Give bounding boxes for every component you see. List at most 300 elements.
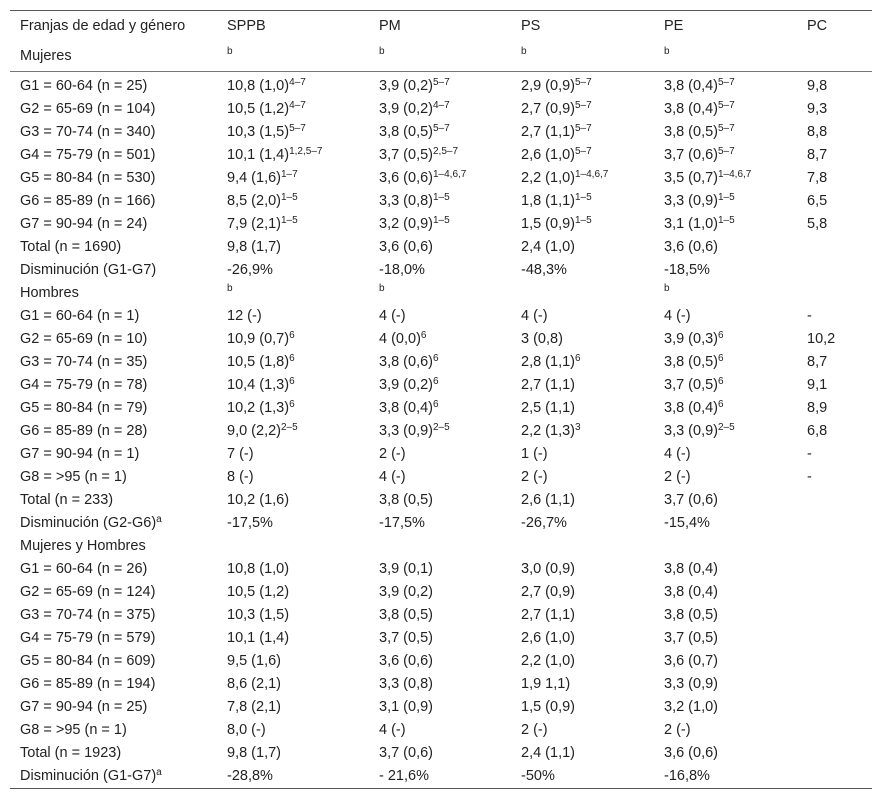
cell-value: 2,7 (1,1) [521, 124, 575, 140]
data-cell [654, 512, 797, 535]
cell-value: 1,8 (1,1) [521, 193, 575, 209]
row-label: G3 = 70-74 (n = 375) [20, 607, 156, 623]
data-cell [217, 305, 369, 328]
row-label-footnote: a [156, 767, 162, 778]
cell-value: 4 (0,0) [379, 331, 421, 347]
cell-significance: 5–7 [575, 146, 592, 157]
row-label-cell [10, 213, 217, 236]
data-cell [654, 72, 797, 99]
cell-value: 3,8 (0,4) [664, 101, 718, 117]
cell-significance: 5–7 [575, 123, 592, 134]
data-cell [369, 443, 511, 466]
cell-value: 3,8 (0,6) [379, 354, 433, 370]
cell-value: 3,9 (0,2) [379, 78, 433, 94]
row-label: G5 = 80-84 (n = 609) [20, 653, 156, 669]
significance-mark [217, 535, 369, 558]
cell-value: 7,9 (2,1) [227, 216, 281, 232]
row-label: Disminución (G1-G7) [20, 768, 157, 784]
cell-value: 3,7 (0,5) [664, 377, 718, 393]
row-label: G4 = 75-79 (n = 501) [20, 147, 156, 163]
cell-value: - 21,6% [379, 768, 429, 784]
cell-value: 2 (-) [521, 722, 548, 738]
cell-significance: 5–7 [575, 77, 592, 88]
table-row [10, 650, 872, 673]
table-row [10, 443, 872, 466]
data-cell [797, 167, 872, 190]
row-label-cell [10, 72, 217, 99]
data-cell [511, 213, 654, 236]
data-cell [369, 604, 511, 627]
data-cell [511, 190, 654, 213]
cell-value: - [807, 469, 812, 485]
table-row [10, 167, 872, 190]
cell-value: 3,9 (0,2) [379, 584, 433, 600]
row-label: G5 = 80-84 (n = 79) [20, 400, 148, 416]
data-cell [511, 420, 654, 443]
header-pc: PC [807, 18, 828, 34]
cell-value: 10,2 (1,3) [227, 400, 290, 416]
data-cell [797, 466, 872, 489]
cell-value: 2 (-) [521, 469, 548, 485]
cell-value: -17,5% [379, 515, 425, 531]
cell-value: 10,2 (1,6) [227, 492, 290, 508]
data-cell [797, 719, 872, 742]
cell-value: 9,5 (1,6) [227, 653, 281, 669]
table-row [10, 765, 872, 789]
cell-value: 1,5 (0,9) [521, 699, 575, 715]
cell-value: 8 (-) [227, 469, 254, 485]
row-label: Disminución (G2-G6) [20, 515, 157, 531]
cell-value: 10,2 [807, 331, 836, 347]
data-cell [797, 259, 872, 282]
cell-value: 9,8 (1,7) [227, 239, 281, 255]
data-cell [654, 397, 797, 420]
cell-significance: 1–5 [575, 192, 592, 203]
data-cell [217, 351, 369, 374]
data-cell [369, 144, 511, 167]
data-cell [511, 144, 654, 167]
data-cell [511, 259, 654, 282]
cell-significance: 1–5 [575, 215, 592, 226]
data-cell [217, 420, 369, 443]
row-label: G7 = 90-94 (n = 1) [20, 446, 140, 462]
data-cell [797, 190, 872, 213]
table-row [10, 213, 872, 236]
data-cell [369, 765, 511, 789]
data-cell [654, 213, 797, 236]
row-label-cell [10, 259, 217, 282]
cell-value: 9,8 (1,7) [227, 745, 281, 761]
cell-value: 1 (-) [521, 446, 548, 462]
significance-mark [654, 535, 797, 558]
table-row [10, 742, 872, 765]
data-cell [654, 627, 797, 650]
significance-mark [369, 282, 511, 305]
cell-value: 3,3 (0,9) [664, 423, 718, 439]
cell-value: 2,6 (1,1) [521, 492, 575, 508]
data-cell [217, 719, 369, 742]
data-cell [511, 765, 654, 789]
row-label: Disminución (G1-G7) [20, 262, 157, 278]
cell-significance: 6 [718, 376, 724, 387]
data-cell [369, 305, 511, 328]
table-row [10, 72, 872, 99]
row-label-cell [10, 98, 217, 121]
cell-value: 9,0 (2,2) [227, 423, 281, 439]
cell-value: 8,7 [807, 147, 828, 163]
row-label-cell [10, 719, 217, 742]
cell-value: 2 (-) [664, 469, 691, 485]
data-cell [217, 213, 369, 236]
row-label-cell [10, 167, 217, 190]
data-cell [654, 719, 797, 742]
data-cell [654, 259, 797, 282]
cell-value: 10,4 (1,3) [227, 377, 290, 393]
data-cell [217, 650, 369, 673]
row-label: G2 = 65-69 (n = 104) [20, 101, 156, 117]
data-cell [369, 328, 511, 351]
cell-value: 3,9 (0,2) [379, 377, 433, 393]
significance-mark [217, 282, 369, 305]
data-cell [654, 765, 797, 789]
cell-value: 2 (-) [379, 446, 406, 462]
data-cell [654, 328, 797, 351]
table-row [10, 489, 872, 512]
data-cell [217, 236, 369, 259]
table-row [10, 558, 872, 581]
table-row [10, 627, 872, 650]
cell-value: 9,8 [807, 78, 828, 94]
cell-value: 3,5 (0,7) [664, 170, 718, 186]
data-cell [797, 443, 872, 466]
cell-significance: 5–7 [433, 77, 450, 88]
cell-significance: 6 [289, 376, 295, 387]
section-label: Mujeres [20, 48, 72, 64]
data-cell [217, 466, 369, 489]
cell-value: 3,1 (1,0) [664, 216, 718, 232]
cell-significance: 1–5 [718, 192, 735, 203]
cell-value: 3,8 (0,5) [664, 354, 718, 370]
data-cell [654, 673, 797, 696]
cell-value: 3,2 (1,0) [664, 699, 718, 715]
cell-value: 3,3 (0,8) [379, 193, 433, 209]
data-cell [654, 466, 797, 489]
significance-mark: b [379, 46, 385, 57]
row-label: G1 = 60-64 (n = 25) [20, 78, 148, 94]
cell-value: 7,8 (2,1) [227, 699, 281, 715]
data-cell [797, 765, 872, 789]
row-label-cell [10, 742, 217, 765]
data-cell [369, 236, 511, 259]
cell-value: 3,8 (0,5) [379, 124, 433, 140]
data-cell [217, 765, 369, 789]
data-cell [511, 236, 654, 259]
cell-value: 3,8 (0,4) [379, 400, 433, 416]
data-cell [369, 190, 511, 213]
data-cell [369, 259, 511, 282]
cell-significance: 1–5 [281, 215, 298, 226]
data-cell [511, 558, 654, 581]
cell-value: 7 (-) [227, 446, 254, 462]
data-cell [797, 144, 872, 167]
data-cell [797, 397, 872, 420]
data-cell [511, 604, 654, 627]
cell-value: 3,7 (0,6) [664, 147, 718, 163]
cell-significance: 5–7 [575, 100, 592, 111]
table-row [10, 259, 872, 282]
cell-value: 10,8 (1,0) [227, 78, 290, 94]
cell-significance: 1–4,6,7 [433, 169, 467, 180]
data-cell [511, 512, 654, 535]
cell-significance: 1–4,6,7 [718, 169, 752, 180]
cell-value: -50% [521, 768, 555, 784]
data-cell [217, 581, 369, 604]
data-cell [511, 489, 654, 512]
cell-value: 3,8 (0,5) [379, 607, 433, 623]
data-cell [369, 213, 511, 236]
row-label-footnote: a [156, 514, 162, 525]
cell-significance: 2,5–7 [433, 146, 459, 157]
row-label: G6 = 85-89 (n = 28) [20, 423, 148, 439]
row-label-cell [10, 190, 217, 213]
cell-value: 3,3 (0,8) [379, 676, 433, 692]
cell-value: 10,1 (1,4) [227, 630, 290, 646]
cell-value: -18,0% [379, 262, 425, 278]
section-row [10, 282, 872, 305]
results-table [10, 10, 872, 789]
cell-significance: 6 [289, 353, 295, 364]
results-table-container [10, 10, 872, 789]
row-label-cell [10, 512, 217, 535]
data-cell [797, 558, 872, 581]
data-cell [511, 305, 654, 328]
data-cell [217, 512, 369, 535]
cell-value: 4 (-) [521, 308, 548, 324]
cell-value: 10,9 (0,7) [227, 331, 290, 347]
data-cell [217, 190, 369, 213]
data-cell [797, 696, 872, 719]
cell-value: 2,6 (1,0) [521, 630, 575, 646]
significance-mark [797, 41, 872, 72]
cell-value: -28,8% [227, 768, 273, 784]
row-label: G7 = 90-94 (n = 24) [20, 216, 148, 232]
cell-value: 3 (0,8) [521, 331, 563, 347]
cell-significance: 6 [433, 399, 439, 410]
cell-value: 4 (-) [379, 308, 406, 324]
data-cell [369, 650, 511, 673]
row-label: G2 = 65-69 (n = 124) [20, 584, 156, 600]
cell-significance: 5–7 [433, 123, 450, 134]
header-pe: PE [664, 18, 684, 34]
cell-value: 3,7 (0,5) [664, 630, 718, 646]
row-label-cell [10, 420, 217, 443]
cell-value: - [807, 308, 812, 324]
cell-value: 3,2 (0,9) [379, 216, 433, 232]
data-cell [511, 581, 654, 604]
table-row [10, 604, 872, 627]
data-cell [369, 512, 511, 535]
cell-significance: 6 [718, 399, 724, 410]
data-cell [511, 466, 654, 489]
row-label-cell [10, 443, 217, 466]
cell-value: -26,9% [227, 262, 273, 278]
cell-value: 2,4 (1,1) [521, 745, 575, 761]
significance-mark: b [664, 46, 670, 57]
cell-value: 3,9 (0,3) [664, 331, 718, 347]
significance-mark [654, 282, 797, 305]
data-cell [654, 144, 797, 167]
table-header [10, 11, 872, 72]
cell-significance: 5–7 [718, 77, 735, 88]
table-row [10, 466, 872, 489]
cell-significance: 6 [420, 330, 427, 341]
cell-value: 2,7 (1,1) [521, 377, 575, 393]
data-cell [511, 673, 654, 696]
section-label: Hombres [20, 285, 79, 301]
data-cell [511, 72, 654, 99]
data-cell [369, 673, 511, 696]
data-cell [797, 236, 872, 259]
data-cell [369, 719, 511, 742]
row-label: Total (n = 233) [20, 492, 114, 508]
cell-value: -48,3% [521, 262, 567, 278]
cell-significance: 1–4,6,7 [575, 169, 609, 180]
cell-significance: 6 [289, 399, 295, 410]
data-cell [654, 351, 797, 374]
cell-value: 9,4 (1,6) [227, 170, 281, 186]
cell-value: 7,8 [807, 170, 828, 186]
row-label: Total (n = 1690) [20, 239, 122, 255]
row-label-cell [10, 673, 217, 696]
table-body [10, 72, 872, 789]
header-age-gender: Franjas de edad y género [20, 18, 186, 34]
row-label: G4 = 75-79 (n = 579) [20, 630, 156, 646]
row-label-cell [10, 627, 217, 650]
row-label: G8 = >95 (n = 1) [20, 469, 127, 485]
table-row [10, 581, 872, 604]
cell-value: 8,6 (2,1) [227, 676, 281, 692]
cell-value: 3,0 (0,9) [521, 561, 575, 577]
data-cell [369, 558, 511, 581]
data-cell [797, 512, 872, 535]
data-cell [217, 397, 369, 420]
data-cell [369, 466, 511, 489]
data-cell [654, 121, 797, 144]
cell-value: 3,8 (0,5) [664, 124, 718, 140]
row-label: G4 = 75-79 (n = 78) [20, 377, 148, 393]
cell-significance: 2–5 [281, 422, 298, 433]
cell-value: 3,7 (0,5) [379, 630, 433, 646]
data-cell [797, 98, 872, 121]
cell-value: - [807, 446, 812, 462]
data-cell [511, 742, 654, 765]
data-cell [217, 627, 369, 650]
data-cell [217, 673, 369, 696]
cell-value: 9,1 [807, 377, 828, 393]
data-cell [511, 374, 654, 397]
data-cell [217, 489, 369, 512]
table-row [10, 144, 872, 167]
significance-mark [369, 535, 511, 558]
data-cell [369, 489, 511, 512]
data-cell [797, 72, 872, 99]
significance-mark-text: b [664, 283, 670, 294]
cell-significance: 1–5 [433, 192, 450, 203]
cell-value: 3,6 (0,6) [664, 239, 718, 255]
table-row [10, 374, 872, 397]
cell-value: 2 (-) [664, 722, 691, 738]
data-cell [369, 420, 511, 443]
cell-value: 3,8 (0,4) [664, 561, 718, 577]
cell-value: 10,8 (1,0) [227, 561, 290, 577]
row-label: G7 = 90-94 (n = 25) [20, 699, 148, 715]
data-cell [511, 443, 654, 466]
cell-value: 10,3 (1,5) [227, 607, 290, 623]
cell-value: 3,8 (0,4) [664, 400, 718, 416]
cell-value: 2,6 (1,0) [521, 147, 575, 163]
row-label: G2 = 65-69 (n = 10) [20, 331, 148, 347]
row-label: G1 = 60-64 (n = 1) [20, 308, 140, 324]
data-cell [654, 581, 797, 604]
data-cell [797, 627, 872, 650]
table-row [10, 673, 872, 696]
data-cell [369, 374, 511, 397]
cell-value: 3,6 (0,6) [379, 239, 433, 255]
header-pm: PM [379, 18, 401, 34]
data-cell [654, 98, 797, 121]
data-cell [797, 374, 872, 397]
cell-value: 3,6 (0,7) [664, 653, 718, 669]
row-label: G3 = 70-74 (n = 340) [20, 124, 156, 140]
table-row [10, 397, 872, 420]
cell-significance: 1,2,5–7 [289, 146, 323, 157]
data-cell [654, 443, 797, 466]
cell-value: 9,3 [807, 101, 828, 117]
data-cell [797, 604, 872, 627]
cell-value: 4 (-) [379, 469, 406, 485]
data-cell [217, 121, 369, 144]
cell-value: 3,8 (0,5) [379, 492, 433, 508]
data-cell [511, 650, 654, 673]
data-cell [217, 259, 369, 282]
cell-value: 3,8 (0,5) [664, 607, 718, 623]
cell-value: 3,1 (0,9) [379, 699, 433, 715]
data-cell [511, 719, 654, 742]
header-ps: PS [521, 18, 541, 34]
table-row [10, 420, 872, 443]
cell-value: 1,9 1,1) [521, 676, 571, 692]
cell-significance: 2–5 [433, 422, 450, 433]
cell-value: 3,3 (0,9) [664, 193, 718, 209]
section-label: Mujeres y Hombres [20, 538, 146, 554]
cell-value: 10,1 (1,4) [227, 147, 290, 163]
cell-value: 2,5 (1,1) [521, 400, 575, 416]
cell-value: 3,7 (0,5) [379, 147, 433, 163]
row-label-cell [10, 558, 217, 581]
data-cell [511, 328, 654, 351]
data-cell [654, 374, 797, 397]
significance-mark: b [227, 46, 233, 57]
data-cell [369, 351, 511, 374]
cell-value: 8,9 [807, 400, 828, 416]
data-cell [217, 72, 369, 99]
cell-value: 8,5 (2,0) [227, 193, 281, 209]
table-row [10, 236, 872, 259]
data-cell [369, 397, 511, 420]
row-label-cell [10, 374, 217, 397]
cell-value: 2,7 (0,9) [521, 101, 575, 117]
cell-significance: 6 [289, 330, 295, 341]
